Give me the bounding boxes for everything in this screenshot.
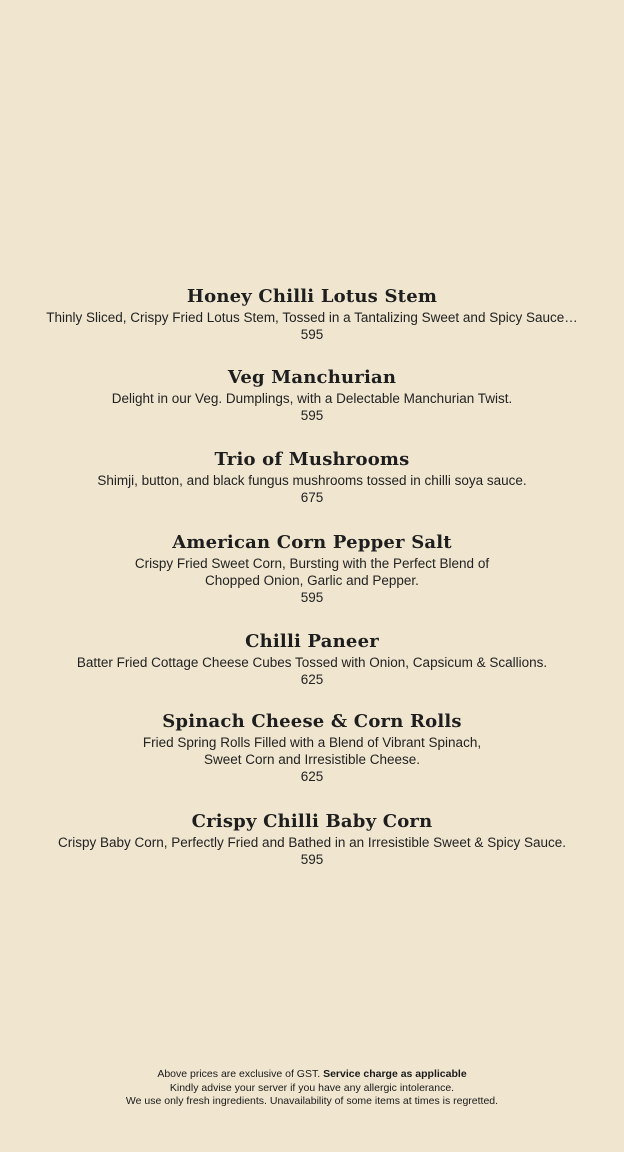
item-price: 595 xyxy=(300,852,324,867)
gst-line xyxy=(0,1068,624,1082)
item-name: Trio of Mushrooms xyxy=(214,449,410,470)
menu-item-honey-chilli-lotus-stem xyxy=(0,286,624,343)
menu-item-spinach-cheese-corn-rolls xyxy=(0,711,624,785)
menu-item-trio-of-mushrooms xyxy=(0,449,624,506)
item-name: Veg Manchurian xyxy=(227,367,397,388)
item-price: 595 xyxy=(300,590,324,605)
item-price: 595 xyxy=(300,408,324,423)
item-description: Thinly Sliced, Crispy Fried Lotus Stem, Tossed in a Tantalizing Sweet and Spicy Sauce… xyxy=(46,310,578,325)
item-description: Crispy Baby Corn, Perfectly Fried and Bathed in an Irresistible Sweet & Spicy Sauce. xyxy=(58,835,566,850)
item-name: Honey Chilli Lotus Stem xyxy=(186,286,438,307)
menu-item-veg-manchurian xyxy=(0,367,624,424)
menu-item-american-corn-pepper-salt xyxy=(0,532,624,606)
allergy-note: Kindly advise your server if you have any allergic intolerance. xyxy=(169,1081,455,1094)
item-price: 625 xyxy=(300,769,324,784)
item-name: Spinach Cheese & Corn Rolls xyxy=(162,711,462,732)
item-description: Crispy Fried Sweet Corn, Bursting with the Perfect Blend of Chopped Onion, Garlic and Pepper. xyxy=(134,556,490,588)
item-name: American Corn Pepper Salt xyxy=(172,532,452,553)
menu-item-crispy-chilli-baby-corn xyxy=(0,811,624,868)
item-description: Batter Fried Cottage Cheese Cubes Tossed with Onion, Capsicum & Scallions. xyxy=(76,655,548,670)
gst-note: Above prices are exclusive of GST. xyxy=(157,1068,324,1080)
item-name: Crispy Chilli Baby Corn xyxy=(191,811,433,832)
service-charge-note: Service charge as applicable xyxy=(323,1068,467,1080)
menu-item-chilli-paneer xyxy=(0,631,624,688)
item-price: 625 xyxy=(300,672,324,687)
item-description: Shimji, button, and black fungus mushrooms tossed in chilli soya sauce. xyxy=(97,473,527,488)
item-description: Fried Spring Rolls Filled with a Blend of Vibrant Spinach, Sweet Corn and Irresistible Cheese. xyxy=(142,735,482,767)
item-price: 675 xyxy=(300,490,324,505)
item-name: Chilli Paneer xyxy=(245,631,379,652)
menu-footer xyxy=(0,1068,624,1109)
item-price: 595 xyxy=(300,327,324,342)
item-description: Delight in our Veg. Dumplings, with a Delectable Manchurian Twist. xyxy=(111,391,513,406)
fresh-ingredients-note: We use only fresh ingredients. Unavailability of some items at times is regretted. xyxy=(125,1095,499,1107)
